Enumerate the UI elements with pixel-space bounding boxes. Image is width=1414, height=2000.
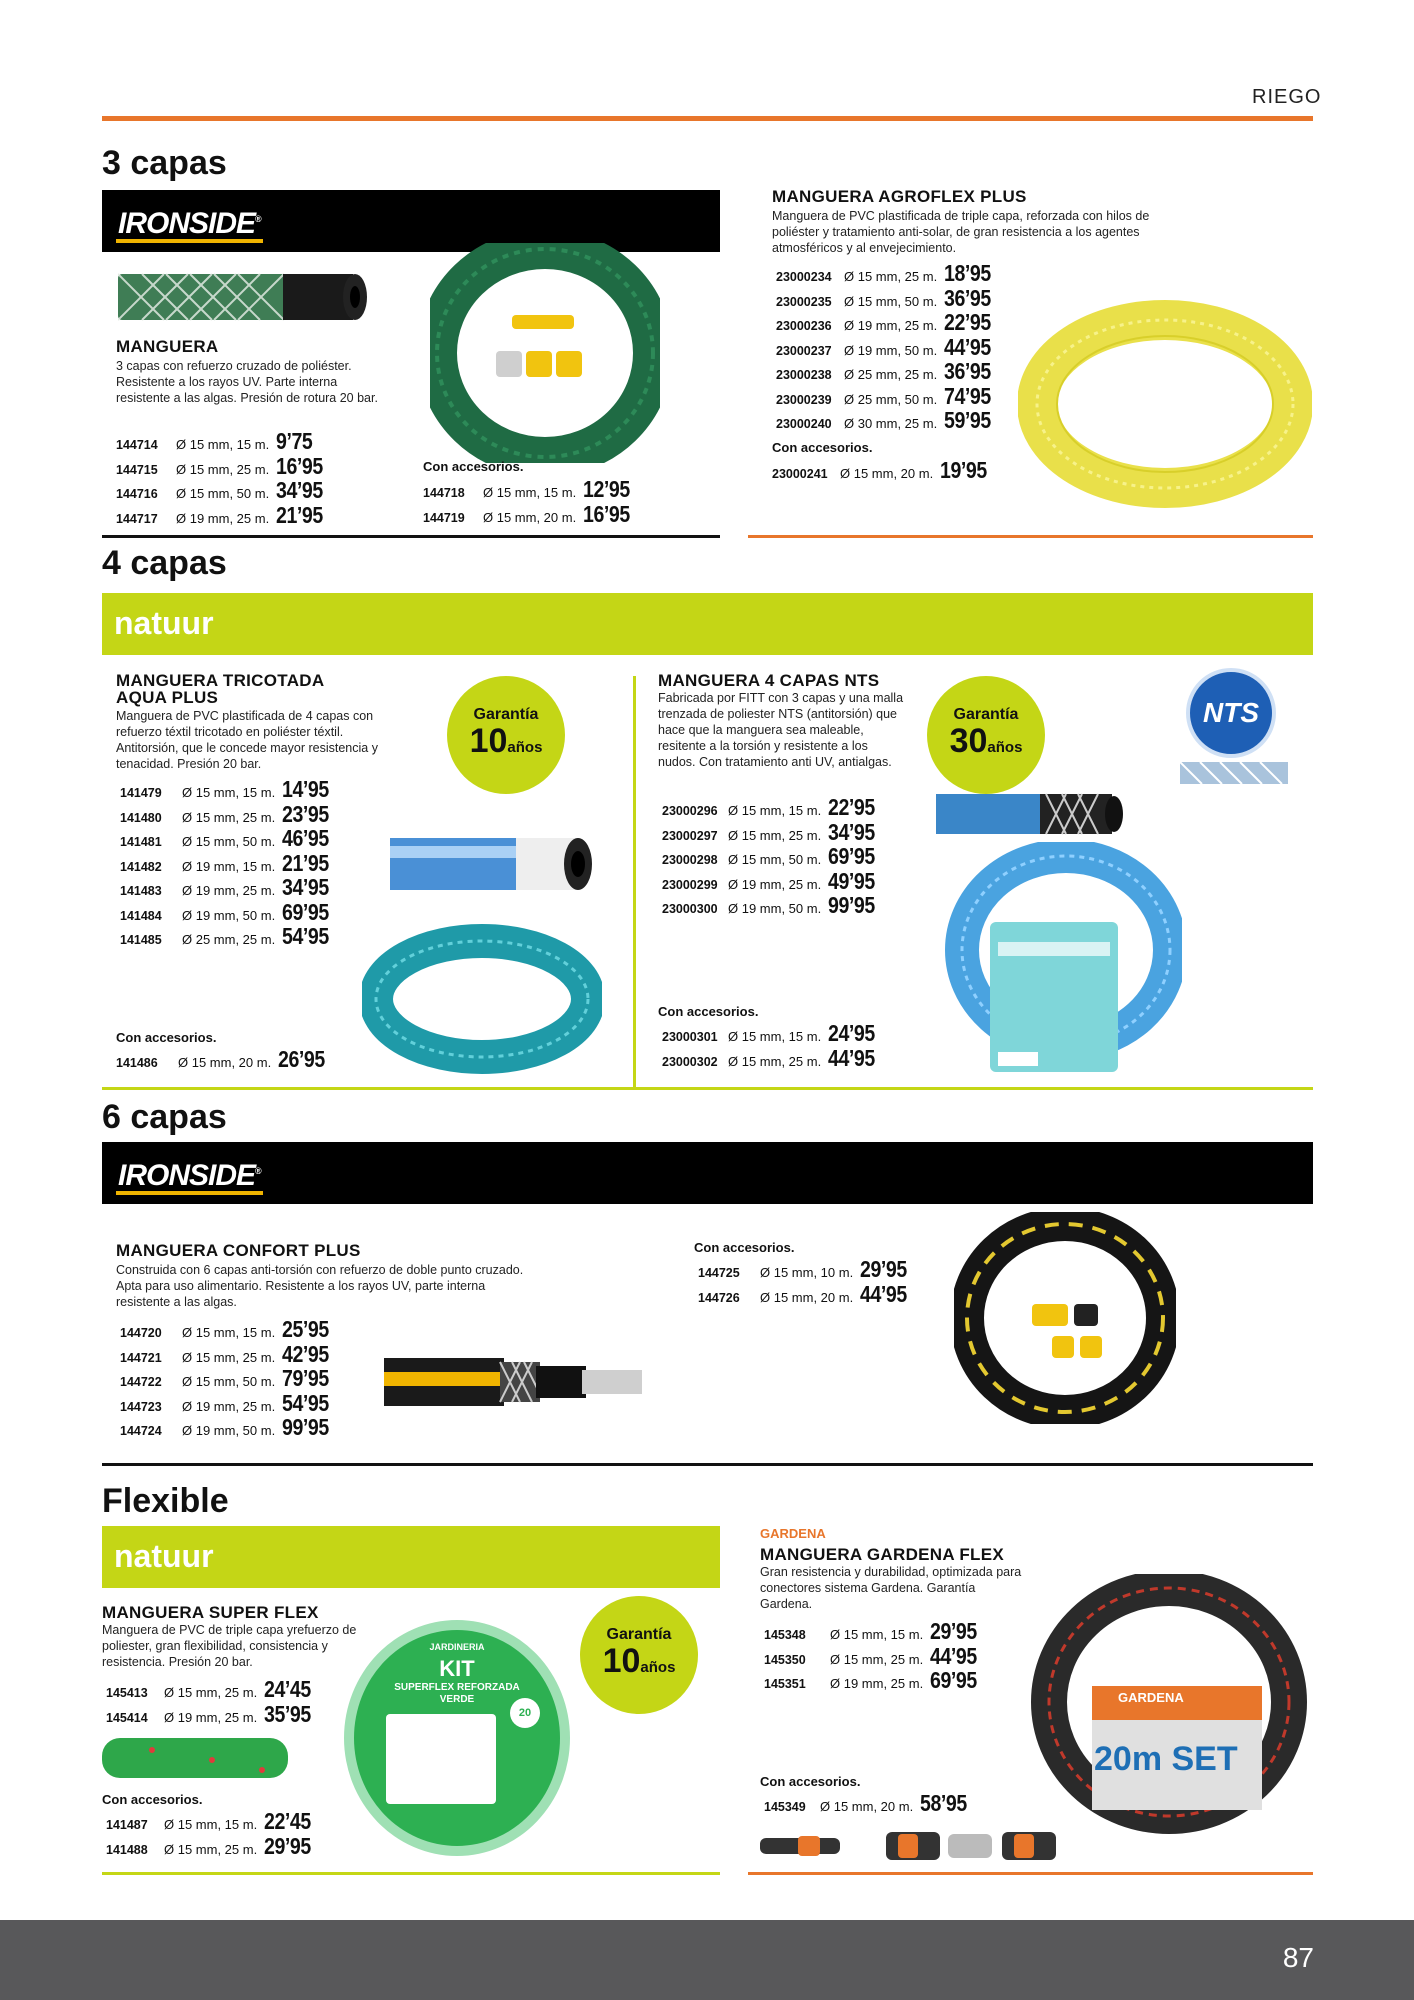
accessories-label: Con accesorios.: [694, 1240, 795, 1255]
product-code: 144722: [120, 1375, 162, 1389]
product-code: 144716: [116, 487, 158, 501]
product-price: 19’95: [940, 457, 987, 483]
product-code: 141488: [106, 1842, 148, 1857]
kit-subtitle: SUPERFLEX REFORZADA VERDE: [394, 1682, 520, 1705]
price-row: [423, 501, 638, 526]
product-spec: Ø 19 mm, 25 m.: [164, 1709, 258, 1725]
product-spec: Ø 19 mm, 25 m.: [830, 1676, 924, 1691]
product-code: 23000237: [776, 343, 832, 358]
price-row: [662, 819, 883, 844]
accessories-label: Con accesorios.: [658, 1004, 759, 1019]
natuur-band: [102, 593, 1313, 655]
product-spec: Ø 15 mm, 25 m.: [176, 461, 270, 477]
superflex-kit-package: [344, 1620, 570, 1856]
price-row: [764, 1643, 985, 1668]
product-price: 36’95: [944, 358, 991, 384]
green-hose-segment-image: [102, 1730, 292, 1790]
price-row: [764, 1790, 975, 1815]
warranty-unit: años: [507, 738, 543, 756]
price-row: [120, 776, 337, 801]
product-price: 24’45: [264, 1676, 311, 1702]
section-title-flexible: Flexible: [102, 1482, 229, 1520]
section-header: RIEGO: [1252, 86, 1322, 108]
product-description: Gran resistencia y durabilidad, optimizada para conectores sistema Gardena. Garantía Gardena.: [760, 1565, 1022, 1611]
product-price: 34’95: [276, 477, 323, 503]
product-code: 23000298: [662, 853, 718, 867]
price-row: [120, 1365, 337, 1390]
blue-hose-coil-image: [362, 924, 602, 1074]
product-description: Manguera de PVC plastificada de triple capa, reforzada con hilos de poliéster y tratamiento anti-solar, de gran resistencia a los agentes atmosféricos y al envejecimiento.: [772, 209, 1150, 255]
gardena-brand-label: GARDENA: [760, 1526, 826, 1541]
price-row: [764, 1667, 985, 1692]
product-spec: Ø 19 mm, 50 m.: [844, 342, 938, 358]
price-list: [776, 260, 999, 432]
product-code: 23000234: [776, 270, 832, 284]
kit-title: KIT: [439, 1656, 475, 1681]
warranty-label: Garantía: [953, 705, 1019, 723]
product-price: 23’95: [282, 800, 329, 827]
ironside-band: [102, 1142, 1313, 1204]
product-price: 54’95: [282, 1389, 329, 1416]
product-spec: Ø 25 mm, 25 m.: [844, 367, 938, 382]
product-price: 9’75: [276, 428, 313, 454]
price-row: [776, 383, 999, 408]
price-row: [120, 850, 337, 875]
product-spec: Ø 15 mm, 25 m.: [728, 827, 822, 843]
price-row: [120, 1341, 337, 1366]
product-price: 58’95: [920, 1790, 967, 1816]
price-row: [662, 892, 883, 917]
price-row: [116, 477, 331, 502]
warranty-badge: [927, 676, 1045, 794]
product-price: 22’95: [828, 794, 875, 820]
product-code: 23000241: [772, 467, 828, 481]
product-description: Fabricada por FITT con 3 capas y una malla trenzada de poliester NTS (antitorsión) que hace que la manguera sea maleable, resitente a la torsión y resistente a los nudos. Con tratamiento anti UV, antialgas.: [658, 691, 904, 769]
price-row: [106, 1676, 319, 1701]
product-spec: Ø 19 mm, 25 m.: [182, 883, 276, 898]
product-price: 21’95: [282, 849, 329, 876]
page-footer: [0, 1920, 1414, 2000]
product-code: 145348: [764, 1628, 806, 1642]
product-price: 25’95: [282, 1316, 329, 1342]
divider: [102, 535, 720, 538]
product-spec: Ø 19 mm, 50 m.: [182, 907, 276, 923]
product-code: 141479: [120, 786, 162, 800]
price-row: [776, 309, 999, 334]
price-row: [423, 476, 638, 501]
hose-segment-image: [390, 828, 600, 908]
accessories-price-list: [764, 1790, 975, 1815]
price-row: [764, 1618, 985, 1643]
nts-logo: NTS: [1186, 668, 1276, 758]
product-spec: Ø 19 mm, 25 m.: [182, 1398, 276, 1414]
product-price: 99’95: [282, 1414, 329, 1440]
product-code: 23000235: [776, 294, 832, 309]
product-price: 42’95: [282, 1340, 329, 1367]
price-list: [106, 1676, 319, 1725]
section-title-6-capas: 6 capas: [102, 1098, 227, 1136]
divider: [748, 1872, 1313, 1875]
product-code: 144720: [120, 1326, 162, 1340]
gardena-hose-coil-image: [1030, 1574, 1308, 1836]
ironside-logo: IRONSIDE®: [116, 204, 263, 243]
price-list: [764, 1618, 985, 1692]
price-row: [120, 825, 337, 850]
product-code: 145413: [106, 1686, 148, 1700]
gardena-package-brand: GARDENA: [1118, 1690, 1184, 1705]
price-row: [116, 1046, 333, 1071]
warranty-years: 10: [469, 721, 508, 760]
product-spec: Ø 15 mm, 50 m.: [182, 834, 276, 849]
product-spec: Ø 15 mm, 50 m.: [182, 1374, 276, 1389]
product-price: 16’95: [276, 452, 323, 479]
product-price: 99’95: [828, 892, 875, 918]
warranty-unit: años: [640, 1658, 676, 1676]
price-row: [120, 801, 337, 826]
product-spec: Ø 15 mm, 25 m.: [164, 1685, 258, 1700]
product-code: 144725: [698, 1266, 740, 1280]
product-code: 144724: [120, 1424, 162, 1438]
product-price: 69’95: [930, 1667, 977, 1693]
product-price: 54’95: [282, 923, 329, 949]
product-code: 23000302: [662, 1054, 718, 1069]
product-spec: Ø 15 mm, 25 m.: [182, 809, 276, 825]
column-divider: [633, 676, 636, 1089]
product-price: 18’95: [944, 260, 991, 286]
product-price: 59’95: [944, 407, 991, 433]
product-price: 29’95: [264, 1832, 311, 1859]
product-price: 69’95: [828, 843, 875, 869]
price-row: [662, 1045, 883, 1070]
product-price: 24’95: [828, 1020, 875, 1046]
product-spec: Ø 30 mm, 25 m.: [844, 416, 938, 431]
product-spec: Ø 15 mm, 15 m.: [164, 1817, 258, 1832]
product-price: 21’95: [276, 501, 323, 528]
product-code: 141486: [116, 1056, 158, 1070]
product-title: MANGUERA SUPER FLEX: [102, 1603, 319, 1622]
product-spec: Ø 15 mm, 15 m.: [176, 437, 270, 452]
product-description: Manguera de PVC plastificada de 4 capas con refuerzo téxtil tricotado en poliéster téxtil. Antitorsión, que le concede mayor resistencia y tenacidad. Presión 20 bar.: [116, 709, 378, 771]
product-code: 141484: [120, 908, 162, 923]
product-price: 22’95: [944, 309, 991, 335]
price-row: [120, 1390, 337, 1415]
product-title: MANGUERA CONFORT PLUS: [116, 1241, 361, 1260]
product-description: Construida con 6 capas anti-torsión con refuerzo de doble punto cruzado. Apta para uso alimentario. Resistente a los rayos UV, parte interna resistente a las algas.: [116, 1263, 524, 1309]
product-price: 34’95: [282, 874, 329, 900]
price-row: [776, 260, 999, 285]
warranty-badge: [580, 1596, 698, 1714]
product-code: 141481: [120, 835, 162, 849]
product-spec: Ø 19 mm, 25 m.: [844, 318, 938, 333]
yellow-hose-coil-image: [1018, 300, 1312, 508]
product-spec: Ø 15 mm, 50 m.: [844, 293, 938, 309]
section-title-3-capas: 3 capas: [102, 144, 227, 182]
hose-segment-image: [118, 268, 370, 328]
product-code: 144723: [120, 1399, 162, 1414]
product-code: 144719: [423, 510, 465, 525]
product-code: 144718: [423, 486, 465, 500]
accessories-label: Con accesorios.: [116, 1030, 217, 1045]
price-row: [120, 923, 337, 948]
accessories-label: Con accesorios.: [423, 459, 524, 474]
natuur-logo: natuur: [114, 1538, 214, 1574]
price-row: [116, 428, 331, 453]
product-spec: Ø 15 mm, 20 m.: [483, 509, 577, 525]
product-spec: Ø 15 mm, 15 m.: [182, 1325, 276, 1340]
product-spec: Ø 25 mm, 25 m.: [182, 932, 276, 947]
price-row: [662, 794, 883, 819]
product-spec: Ø 15 mm, 15 m.: [483, 485, 577, 500]
product-code: 23000297: [662, 828, 718, 843]
product-spec: Ø 15 mm, 25 m.: [164, 1841, 258, 1857]
product-title: MANGUERA TRICOTADA AQUA PLUS: [116, 671, 324, 707]
price-row: [116, 453, 331, 478]
product-code: 23000240: [776, 417, 832, 431]
product-price: 44’95: [860, 1280, 907, 1307]
product-price: 14’95: [282, 776, 329, 802]
product-spec: Ø 15 mm, 15 m.: [830, 1627, 924, 1642]
product-price: 69’95: [282, 898, 329, 925]
product-price: 34’95: [828, 818, 875, 845]
product-code: 141485: [120, 933, 162, 947]
product-title: MANGUERA: [116, 337, 219, 356]
product-price: 44’95: [930, 1642, 977, 1669]
product-title: MANGUERA AGROFLEX PLUS: [772, 187, 1027, 206]
product-spec: Ø 19 mm, 25 m.: [728, 876, 822, 892]
warranty-years: 10: [602, 1641, 641, 1680]
divider: [102, 1463, 1313, 1466]
product-spec: Ø 15 mm, 20 m.: [178, 1055, 272, 1070]
product-code: 144717: [116, 511, 158, 526]
price-list: [116, 428, 331, 526]
product-price: 49’95: [828, 867, 875, 894]
product-spec: Ø 15 mm, 20 m.: [840, 466, 934, 481]
product-price: 29’95: [860, 1256, 907, 1282]
kit-meters-badge: 20: [510, 1698, 540, 1728]
hose-segment-image: [384, 1352, 650, 1412]
product-price: 29’95: [930, 1618, 977, 1644]
warranty-years: 30: [949, 721, 988, 760]
divider: [102, 1872, 720, 1875]
warranty-badge: [447, 676, 565, 794]
product-code: 23000238: [776, 368, 832, 382]
price-row: [120, 874, 337, 899]
product-price: 12’95: [583, 476, 630, 502]
price-row: [106, 1701, 319, 1726]
accessories-price-list: [106, 1808, 319, 1857]
black-yellow-hose-coil-image: [954, 1212, 1176, 1424]
product-spec: Ø 25 mm, 50 m.: [844, 391, 938, 407]
gardena-connectors-image: [758, 1826, 1058, 1866]
product-price: 79’95: [282, 1365, 329, 1391]
price-row: [776, 285, 999, 310]
product-price: 46’95: [282, 825, 329, 851]
product-code: 145414: [106, 1710, 148, 1725]
product-spec: Ø 19 mm, 15 m.: [182, 858, 276, 874]
kit-brand: JARDINERIA: [429, 1642, 485, 1652]
product-price: 44’95: [944, 333, 991, 360]
product-price: 26’95: [278, 1046, 325, 1072]
product-code: 141487: [106, 1818, 148, 1832]
product-spec: Ø 19 mm, 50 m.: [182, 1423, 276, 1438]
page-number: 87: [1282, 1942, 1314, 1973]
price-row: [776, 407, 999, 432]
price-row: [776, 358, 999, 383]
nts-hose-segment-image: [1180, 758, 1288, 788]
product-code: 141482: [120, 859, 162, 874]
ironside-logo: IRONSIDE®: [116, 1156, 263, 1195]
product-code: 145349: [764, 1800, 806, 1814]
product-code: 141483: [120, 884, 162, 898]
price-list: [120, 776, 337, 948]
price-row: [662, 1020, 883, 1045]
hose-segment-image: [936, 790, 1136, 840]
gardena-set-label: 20m SET: [1094, 1740, 1238, 1778]
product-description: Manguera de PVC de triple capa yrefuerzo de poliester, gran flexibilidad, consistencia y resistencia. Presión 20 bar.: [102, 1623, 357, 1669]
warranty-label: Garantía: [606, 1625, 672, 1643]
product-spec: Ø 19 mm, 25 m.: [176, 510, 270, 526]
price-row: [116, 502, 331, 527]
price-row: [698, 1281, 915, 1306]
natuur-band: [102, 1526, 720, 1588]
product-price: 16’95: [583, 500, 630, 527]
divider: [102, 1087, 1313, 1090]
nts-hose-coil-with-package-image: [942, 842, 1182, 1074]
green-hose-coil-image: [430, 243, 660, 463]
product-spec: Ø 19 mm, 50 m.: [728, 901, 822, 916]
product-spec: Ø 15 mm, 25 m.: [844, 269, 938, 284]
product-spec: Ø 15 mm, 15 m.: [728, 803, 822, 818]
product-code: 145351: [764, 1677, 806, 1691]
product-title: MANGUERA GARDENA FLEX: [760, 1545, 1004, 1564]
product-price: 74’95: [944, 382, 991, 409]
kit-window: [386, 1714, 496, 1804]
section-title-4-capas: 4 capas: [102, 544, 227, 582]
accessories-label: Con accesorios.: [102, 1792, 203, 1807]
product-spec: Ø 15 mm, 25 m.: [830, 1651, 924, 1667]
product-spec: Ø 15 mm, 15 m.: [728, 1029, 822, 1044]
accessories-price-list: [116, 1046, 333, 1071]
accessories-price-list: [423, 476, 638, 525]
divider: [748, 535, 1313, 538]
product-code: 145350: [764, 1652, 806, 1667]
product-spec: Ø 15 mm, 25 m.: [182, 1349, 276, 1365]
product-code: 23000296: [662, 804, 718, 818]
product-spec: Ø 15 mm, 20 m.: [820, 1799, 914, 1814]
product-code: 144721: [120, 1350, 162, 1365]
product-code: 23000299: [662, 877, 718, 892]
product-spec: Ø 15 mm, 50 m.: [728, 852, 822, 867]
price-row: [662, 868, 883, 893]
product-code: 144714: [116, 438, 158, 452]
warranty-unit: años: [987, 738, 1023, 756]
natuur-logo: natuur: [114, 605, 214, 641]
product-code: 23000239: [776, 392, 832, 407]
price-row: [106, 1808, 319, 1833]
product-code: 144715: [116, 462, 158, 477]
product-spec: Ø 15 mm, 15 m.: [182, 785, 276, 800]
accessories-price-list: [772, 457, 995, 482]
price-list: [662, 794, 883, 917]
price-row: [698, 1256, 915, 1281]
price-row: [772, 457, 995, 482]
product-title: MANGUERA 4 CAPAS NTS: [658, 671, 880, 690]
product-price: 35’95: [264, 1700, 311, 1727]
price-row: [120, 899, 337, 924]
accessories-label: Con accesorios.: [760, 1774, 861, 1789]
accessories-label: Con accesorios.: [772, 440, 873, 455]
product-code: 23000236: [776, 319, 832, 333]
product-price: 22’45: [264, 1808, 311, 1834]
accessories-price-list: [698, 1256, 915, 1305]
header-rule: [102, 116, 1313, 121]
price-list: [120, 1316, 337, 1439]
product-code: 144726: [698, 1290, 740, 1305]
product-code: 23000301: [662, 1030, 718, 1044]
warranty-label: Garantía: [473, 705, 539, 723]
product-price: 36’95: [944, 284, 991, 311]
price-row: [776, 334, 999, 359]
product-spec: Ø 15 mm, 10 m.: [760, 1265, 854, 1280]
product-spec: Ø 15 mm, 50 m.: [176, 486, 270, 501]
product-description: 3 capas con refuerzo cruzado de poliéster. Resistente a los rayos UV. Parte interna resistente a las algas. Presión de rotura 20 bar.: [116, 359, 378, 405]
price-row: [120, 1414, 337, 1439]
accessories-price-list: [662, 1020, 883, 1069]
price-row: [106, 1833, 319, 1858]
product-spec: Ø 15 mm, 25 m.: [728, 1053, 822, 1069]
product-price: 44’95: [828, 1044, 875, 1071]
product-code: 23000300: [662, 902, 718, 916]
product-code: 141480: [120, 810, 162, 825]
product-spec: Ø 15 mm, 20 m.: [760, 1289, 854, 1305]
price-row: [662, 843, 883, 868]
price-row: [120, 1316, 337, 1341]
